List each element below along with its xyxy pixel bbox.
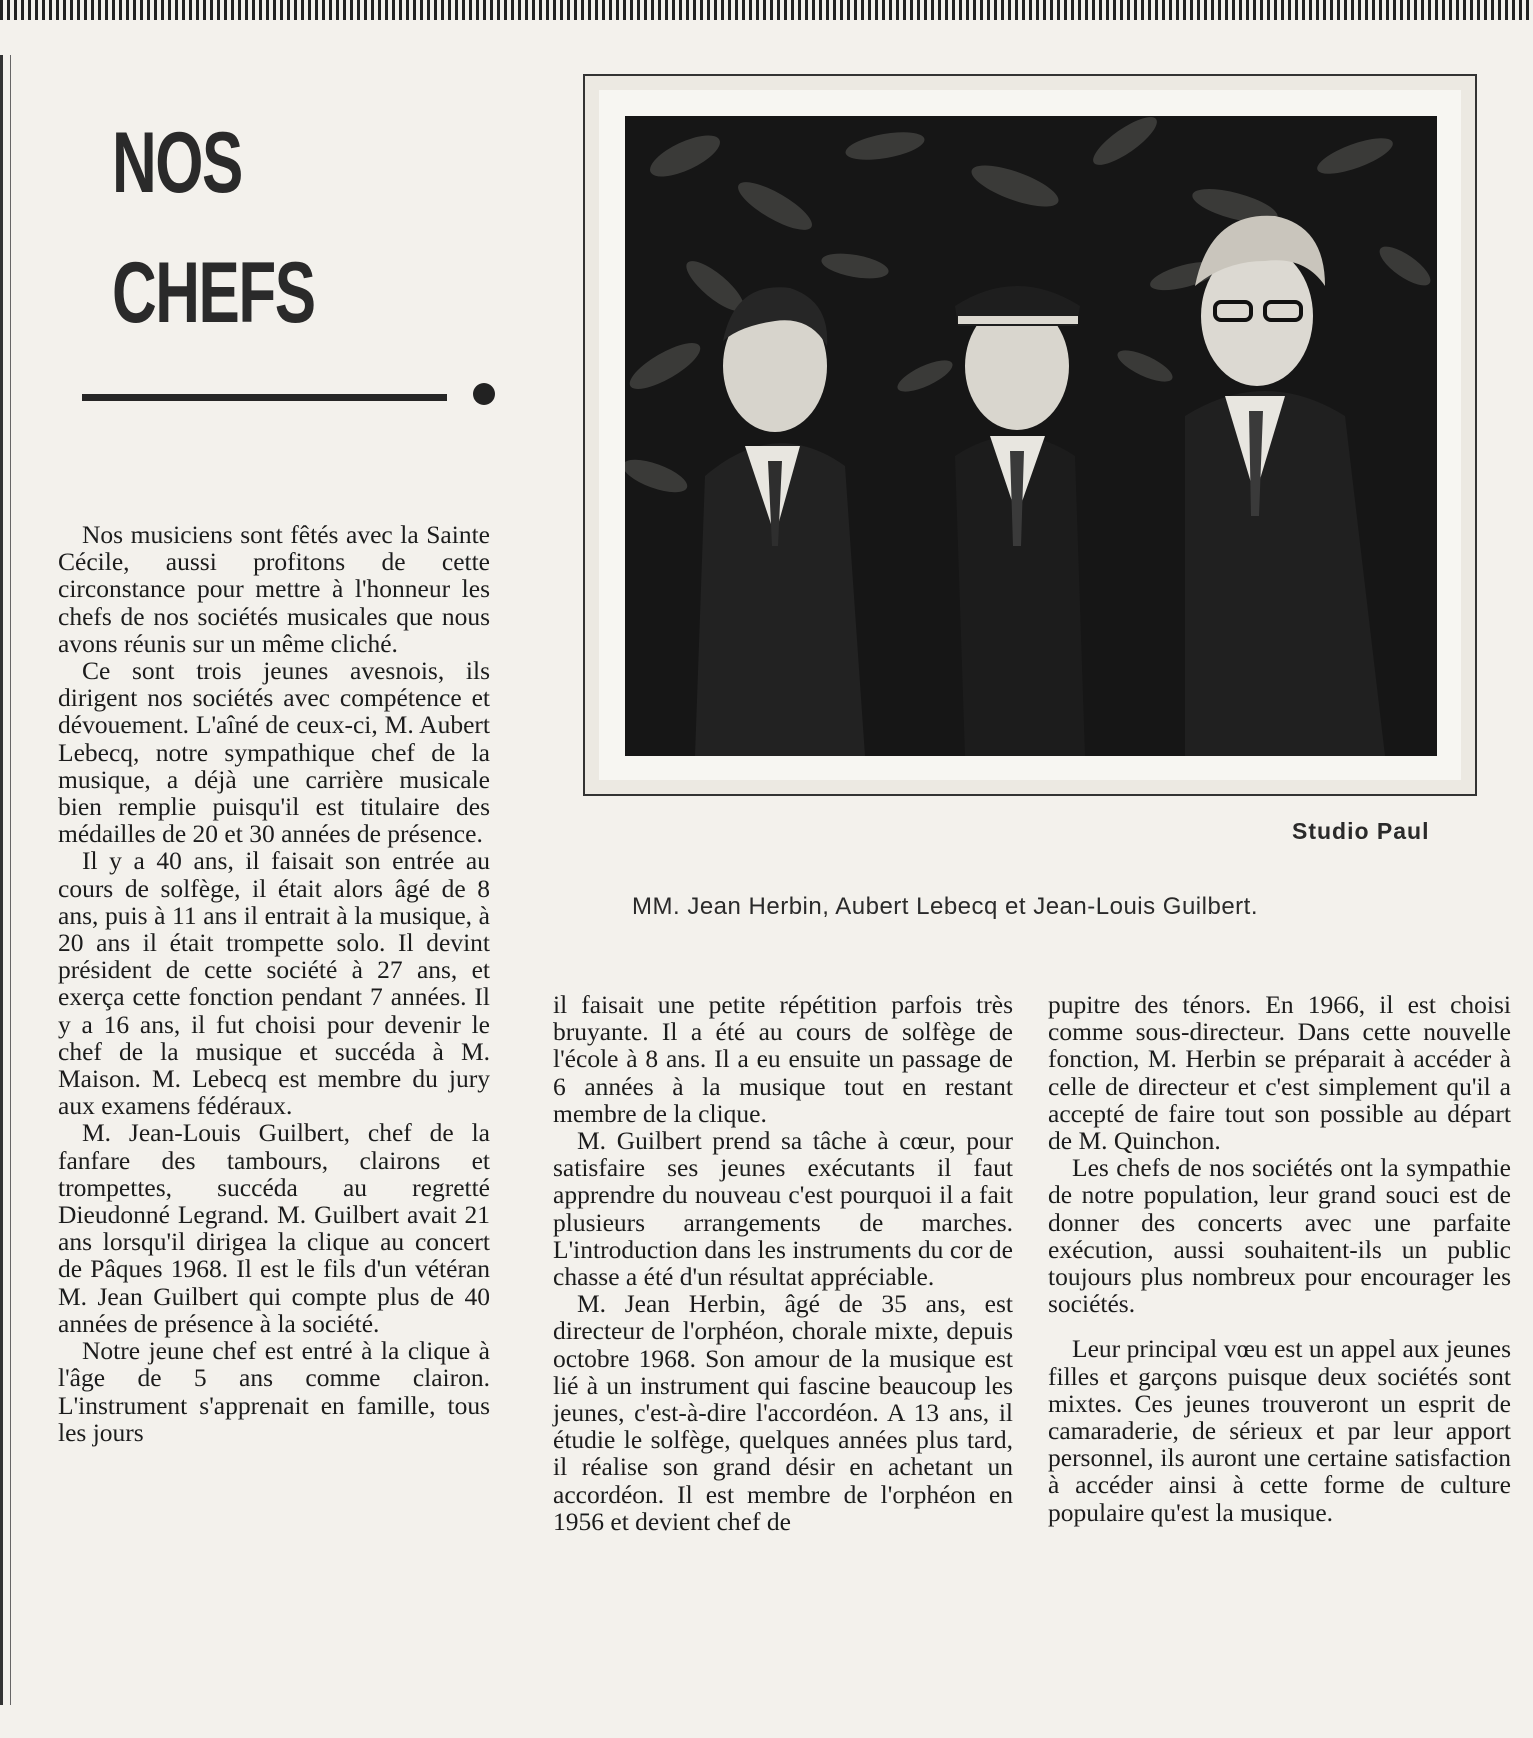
- photo-frame: [583, 74, 1477, 796]
- article-column-3: [1048, 991, 1511, 1526]
- paragraph: Les chefs de nos sociétés ont la sympathie de notre population, leur grand souci est de donner des concerts avec une parfaite exécution, aussi souhaitent-ils un public toujours plus nombreux pour encourager les sociétés.: [1048, 1153, 1511, 1319]
- paragraph: Notre jeune chef est entré à la clique à l'âge de 5 ans comme clairon. L'instrument s'apprenait en famille, tous les jours: [58, 1336, 490, 1447]
- left-column-rule: [0, 55, 11, 1705]
- paragraph: M. Jean-Louis Guilbert, chef de la fanfare des tambours, clairons et trompettes, succéda au regretté Dieudonné Legrand. M. Guilbert avait 21 ans lorsqu'il dirigea la clique au concert de Pâques 1968. Il est le fils d'un vétéran M. Jean Guilbert qui compte plus de 40 années de présence à la société.: [58, 1118, 490, 1338]
- article-column-2: [553, 991, 1013, 1535]
- headline: [112, 98, 315, 358]
- paragraph: M. Jean Herbin, âgé de 35 ans, est directeur de l'orphéon, chorale mixte, depuis octobre 1968. Son amour de la musique est lié à un instrument qui fascine beaucoup les jeunes, c'est-à-dire l'accordéon. A 13 ans, il étudie le solfège, quelques années plus tard, il réalise son grand désir en achetant un accordéon. Il est membre de l'orphéon en 1956 et devient chef de: [553, 1289, 1013, 1536]
- headline-dot: [473, 383, 495, 405]
- paragraph: Ce sont trois jeunes avesnois, ils dirigent nos sociétés avec compétence et dévouement. L'aîné de ceux-ci, M. Aubert Lebecq, notre sympathique chef de la musique, a déjà une carrière musicale bien remplie puisqu'il est titulaire des médailles de 20 et 30 années de présence.: [58, 656, 490, 849]
- group-photo: [625, 116, 1437, 756]
- paragraph: Il y a 40 ans, il faisait son entrée au cours de solfège, il était alors âgé de 8 ans, puis à 11 ans il entrait à la musique, à 20 ans il était trompette solo. Il devint président de cette société à 27 ans, et exerça cette fonction pendant 7 années. Il y a 16 ans, il fut choisi pour devenir le chef de la musique et succéda à M. Maison. M. Lebecq est membre du jury aux examens fédéraux.: [58, 846, 490, 1121]
- paragraph: il faisait une petite répétition parfois très bruyante. Il a été au cours de solfège de l'école à 8 ans. Il a eu ensuite un passage de 6 années à la musique tout en restant membre de la clique.: [553, 990, 1013, 1128]
- paragraph: M. Guilbert prend sa tâche à cœur, pour satisfaire ses jeunes exécutants il faut apprendre du nouveau c'est pourquoi il a fait plusieurs arrangements de marches. L'introduction dans les instruments du cor de chasse a été d'un résultat appréciable.: [553, 1126, 1013, 1292]
- headline-rule: [82, 394, 447, 401]
- paragraph: Nos musiciens sont fêtés avec la Sainte Cécile, aussi profitons de cette circonstance pour mettre à l'honneur les chefs de nos sociétés musicales que nous avons réunis sur un même cliché.: [58, 520, 490, 658]
- photo-caption: MM. Jean Herbin, Aubert Lebecq et Jean-Louis Guilbert.: [632, 893, 1258, 920]
- headline-line-1: NOS: [112, 115, 242, 211]
- group-photo-image: [625, 116, 1437, 756]
- paragraph: Leur principal vœu est un appel aux jeunes filles et garçons puisque deux sociétés sont mixtes. Ces jeunes trouveront un esprit de camaraderie, de sérieux et par leur apport personnel, ils auront une certaine satisfaction à accéder ainsi à cette forme de culture populaire qu'est la musique.: [1048, 1334, 1511, 1527]
- paragraph: pupitre des ténors. En 1966, il est choisi comme sous-directeur. Dans cette nouvelle fonction, M. Herbin se préparait à accéder à celle de directeur et c'est simplement qu'il a accepté de faire tout son possible au départ de M. Quinchon.: [1048, 990, 1511, 1156]
- photo-credit: Studio Paul: [1292, 818, 1430, 844]
- article-column-1: [58, 521, 490, 1446]
- top-border: [0, 0, 1533, 20]
- headline-line-2: CHEFS: [112, 245, 315, 341]
